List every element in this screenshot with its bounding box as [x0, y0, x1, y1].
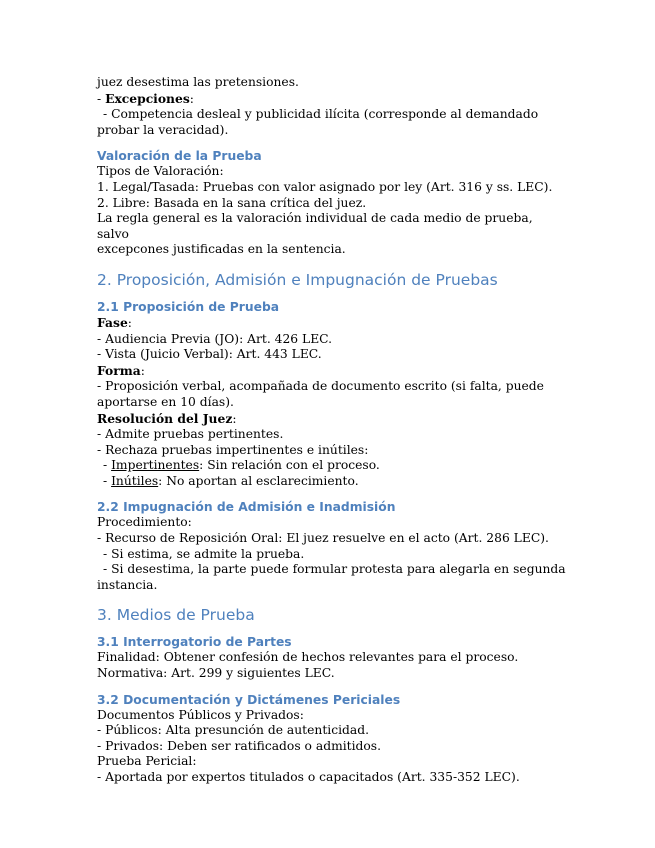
- heading-section-2: 2. Proposición, Admisión e Impugnación de Pruebas: [97, 270, 498, 289]
- list-item: - Audiencia Previa (JO): Art. 426 LEC.: [97, 331, 333, 346]
- document-page: [97, 75, 567, 786]
- inutiles-label: Inútiles: [111, 473, 159, 488]
- fase-line: Fase:: [97, 314, 132, 330]
- list-item: - Admite pruebas pertinentes.: [97, 427, 284, 442]
- list-item: - Vista (Juicio Verbal): Art. 443 LEC.: [97, 347, 322, 362]
- paragraph-line: 1. Legal/Tasada: Pruebas con valor asignado por ley (Art. 316 y ss. LEC).: [97, 179, 553, 194]
- paragraph-line: Procedimiento:: [97, 515, 192, 530]
- heading-section-3: 3. Medios de Prueba: [97, 606, 255, 625]
- intro-line: juez desestima las pretensiones.: [97, 75, 299, 89]
- fase-label: Fase: [97, 314, 128, 330]
- list-item: - Aportada por expertos titulados o capacitados (Art. 335-352 LEC).: [97, 770, 520, 784]
- paragraph-line: Finalidad: Obtener confesión de hechos relevantes para el proceso.: [97, 650, 519, 665]
- resolucion-label: Resolución del Juez: [97, 410, 233, 426]
- list-item: - Públicos: Alta presunción de autenticidad.: [97, 723, 369, 738]
- heading-valoracion: Valoración de la Prueba: [97, 149, 262, 164]
- inutiles-text: : No aportan al esclarecimiento.: [158, 473, 359, 488]
- heading-3-2: 3.2 Documentación y Dictámenes Periciales: [97, 692, 401, 707]
- list-subitem: - Si desestima, la parte puede formular protesta para alegarla en segunda: [103, 562, 566, 577]
- list-subitem: - Si estima, se admite la prueba.: [103, 546, 305, 561]
- paragraph-line: Tipos de Valoración:: [97, 164, 224, 179]
- impertinentes-text: : Sin relación con el proceso.: [199, 458, 380, 473]
- excepciones-item: - Competencia desleal y publicidad ilícita (corresponde al demandado: [103, 107, 539, 122]
- excepciones-label: Excepciones: [105, 90, 190, 106]
- list-item: - Recurso de Reposición Oral: El juez resuelve en el acto (Art. 286 LEC).: [97, 531, 549, 546]
- list-item-cont: instancia.: [97, 577, 158, 592]
- inutiles-item: - Inútiles: No aportan al esclarecimiento.: [103, 473, 359, 488]
- paragraph-line: Prueba Pericial:: [97, 754, 197, 769]
- forma-label: Forma: [97, 362, 141, 378]
- heading-2-1: 2.1 Proposición de Prueba: [97, 299, 280, 314]
- paragraph-line: Documentos Públicos y Privados:: [97, 707, 304, 722]
- excepciones-line: [97, 91, 567, 108]
- paragraph-line: Normativa: Art. 299 y siguientes LEC.: [97, 666, 335, 681]
- list-item-cont: aportarse en 10 días).: [97, 394, 234, 409]
- impertinentes-item: - Impertinentes: Sin relación con el proceso.: [103, 458, 380, 473]
- list-item: - Proposición verbal, acompañada de documento escrito (si falta, puede: [97, 379, 544, 394]
- forma-line: Forma:: [97, 362, 145, 378]
- resolucion-line: Resolución del Juez:: [97, 410, 237, 426]
- excepciones-item-cont: probar la veracidad).: [97, 122, 229, 137]
- paragraph-line: 2. Libre: Basada en la sana crítica del juez.: [97, 195, 367, 210]
- heading-2-2: 2.2 Impugnación de Admisión e Inadmisión: [97, 500, 396, 515]
- paragraph-line: excepcones justificadas en la sentencia.: [97, 242, 346, 257]
- colon: :: [189, 91, 194, 106]
- heading-3-1: 3.1 Interrogatorio de Partes: [97, 635, 292, 650]
- list-item: - Privados: Deben ser ratificados o admitidos.: [97, 738, 382, 753]
- paragraph-line: La regla general es la valoración individual de cada medio de prueba, salvo: [97, 211, 537, 241]
- impertinentes-label: Impertinentes: [111, 458, 200, 473]
- list-item: - Rechaza pruebas impertinentes e inútiles:: [97, 442, 369, 457]
- dash: -: [97, 91, 106, 106]
